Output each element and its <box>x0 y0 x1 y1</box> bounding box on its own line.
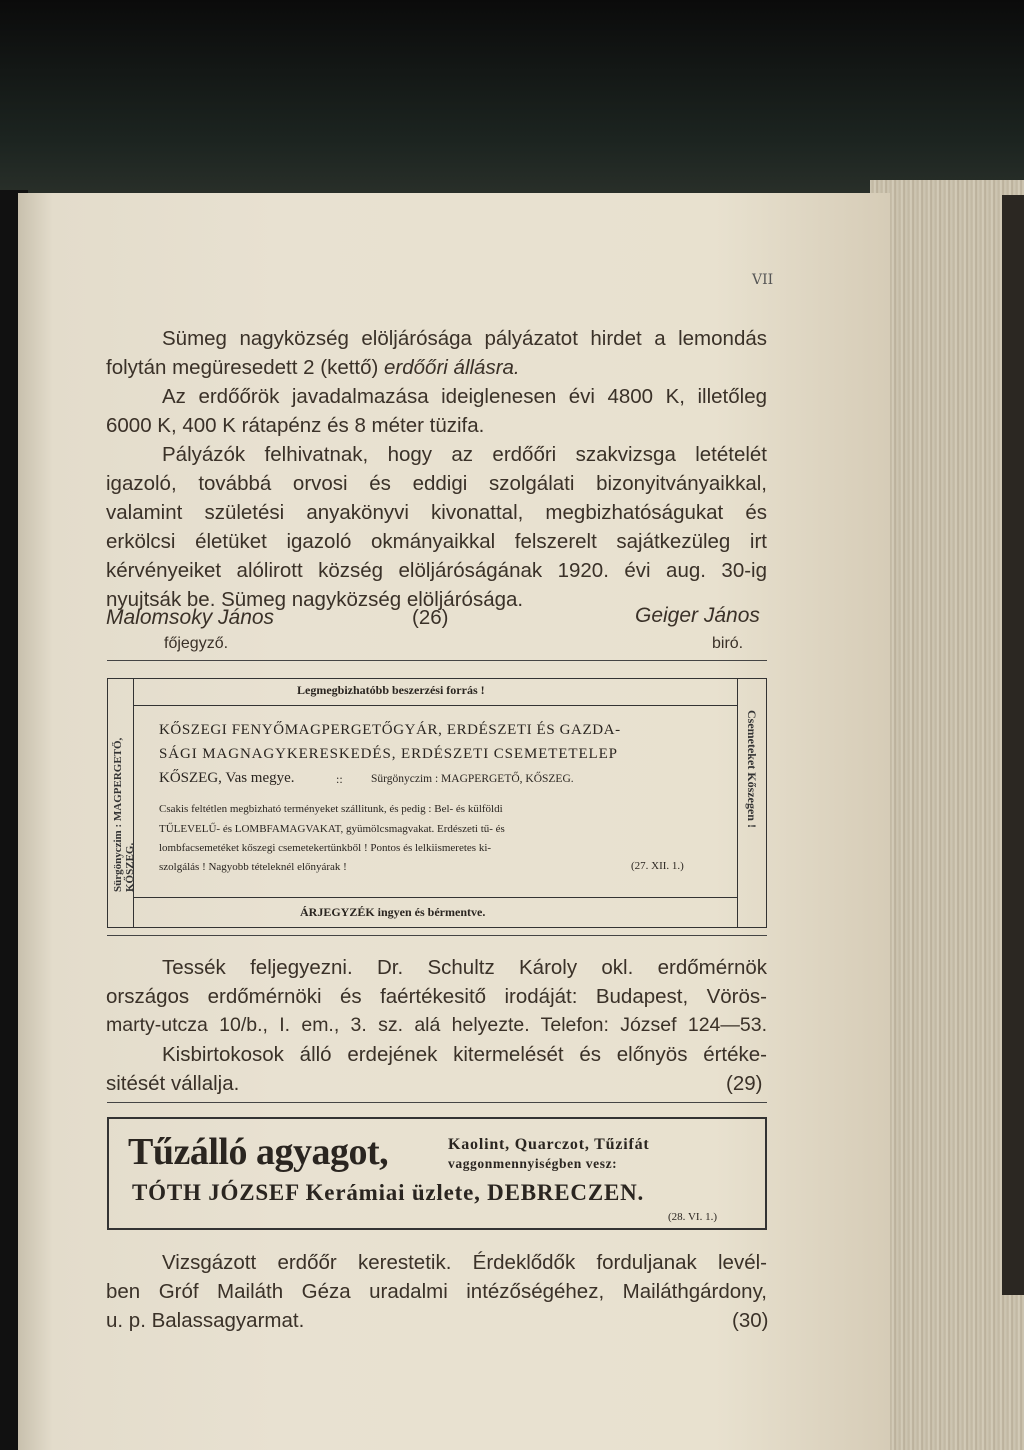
ad-header: Legmegbizhatóbb beszerzési forrás ! <box>297 683 485 697</box>
ad-body-line: Csakis feltétlen megbizható terményeket szállitunk, és pedig : Bel- és külföldi <box>159 803 503 815</box>
box-line <box>133 897 738 898</box>
box-line <box>133 705 738 706</box>
divider <box>107 935 767 936</box>
separator: :: <box>336 772 343 786</box>
text-line: u. p. Balassagyarmat. <box>106 1309 305 1332</box>
text-line: valamint születési anyakönyvi kivonattal, megbizhatóságukat és <box>106 501 767 524</box>
divider <box>107 660 767 661</box>
text-line: erkölcsi életüket igazoló okmányaikkal felszerelt sajátkezüleg irt <box>106 530 767 553</box>
book-cover-edge <box>1002 195 1024 1295</box>
text-line: nyujtsák be. Sümeg nagyközség elöljárósága. <box>106 588 524 611</box>
text-line: igazoló, továbbá orvosi és eddigi szolgálati bizonyitványaikkal, <box>106 472 767 495</box>
ad-line: KŐSZEGI FENYŐMAGPERGETŐGYÁR, ERDÉSZETI ÉS GAZDA- <box>159 722 621 738</box>
ad-subline: vaggonmennyiségben vesz: <box>448 1156 618 1171</box>
ad-line: KŐSZEG, Vas megye. <box>159 770 295 786</box>
signer-left-name: Malomsoky János <box>106 606 275 629</box>
page-number: VII <box>752 272 774 288</box>
ad-reference: (28. VI. 1.) <box>668 1211 717 1223</box>
side-text-right: Csemeteket Kőszegen ! <box>745 710 759 828</box>
text-line: ben Gróf Mailáth Géza uradalmi intézőségéhez, Mailáthgárdony, <box>106 1280 767 1303</box>
text-line: 6000 K, 400 K rátapénz és 8 méter tüzifa. <box>106 414 485 437</box>
ad-reference: (30) <box>732 1309 769 1332</box>
ad-footer: ÁRJEGYZÉK ingyen és bérmentve. <box>300 905 486 919</box>
ad-body-line: szolgálás ! Nagyobb tételeknél előnyárak ! <box>159 861 347 873</box>
text-line: folytán megüresedett 2 (kettő) erdőőri állásra. <box>106 356 520 379</box>
text-line: sitését vállalja. <box>106 1072 240 1095</box>
ad-line: Sürgönyczim : MAGPERGETŐ, KŐSZEG. <box>371 773 574 785</box>
italic-phrase: erdőőri állásra. <box>384 356 520 379</box>
ad-title: Tűzálló agyagot, <box>128 1131 389 1173</box>
side-text-left: Sürgönyczim : MAGPERGETŐ, KŐSZEG. <box>112 737 136 892</box>
ad-reference: (26) <box>412 606 449 629</box>
photo-background <box>0 0 1024 200</box>
book-page-edges <box>870 180 1024 1450</box>
ad-line: SÁGI MAGNAGYKERESKEDÉS, ERDÉSZETI CSEMETETELEP <box>159 746 618 762</box>
signer-right-title: biró. <box>712 635 744 652</box>
text-line: Vizsgázott erdőőr kerestetik. Érdeklődők forduljanak levél- <box>162 1251 767 1274</box>
text-line: Az erdőőrök javadalmazása ideiglenesen évi 4800 K, illetőleg <box>162 385 767 408</box>
ad-body-line: TŰLEVELŰ- és LOMBFAMAGVAKAT, gyümölcsmagvakat. Erdészeti tű- és <box>159 823 505 835</box>
ad-reference: (27. XII. 1.) <box>631 860 684 872</box>
text-line: Tessék feljegyezni. Dr. Schultz Károly okl. erdőmérnök <box>162 956 767 979</box>
signer-right-name: Geiger János <box>635 604 760 627</box>
ad-body-line: lombfacsemetéket kőszegi csemetekertünkből ! Pontos és lelkiismeretes ki- <box>159 842 492 854</box>
text-line: Sümeg nagyközség elöljárósága pályázatot hirdet a lemondás <box>162 327 767 350</box>
ad-subline: Kaolint, Quarczot, Tűzifát <box>448 1136 650 1153</box>
text-line: országos erdőmérnöki és faértékesitő irodáját: Budapest, Vörös- <box>106 985 767 1008</box>
ad-line: TÓTH JÓZSEF Kerámiai üzlete, DEBRECZEN. <box>132 1180 645 1205</box>
text-line: Pályázók felhivatnak, hogy az erdőőri szakvizsga letételét <box>162 443 767 466</box>
text-line: kérvényeiket alólirott község elöljáróságának 1920. évi aug. 30-ig <box>106 559 767 582</box>
signer-left-title: főjegyző. <box>164 635 229 652</box>
text-line: Kisbirtokosok álló erdejének kitermelését és előnyös értéke- <box>162 1043 767 1066</box>
text-line: marty-utcza 10/b., I. em., 3. sz. alá helyezte. Telefon: József 124—53. <box>106 1014 767 1036</box>
box-line <box>737 679 738 927</box>
ad-reference: (29) <box>726 1072 763 1095</box>
divider <box>107 1102 767 1103</box>
